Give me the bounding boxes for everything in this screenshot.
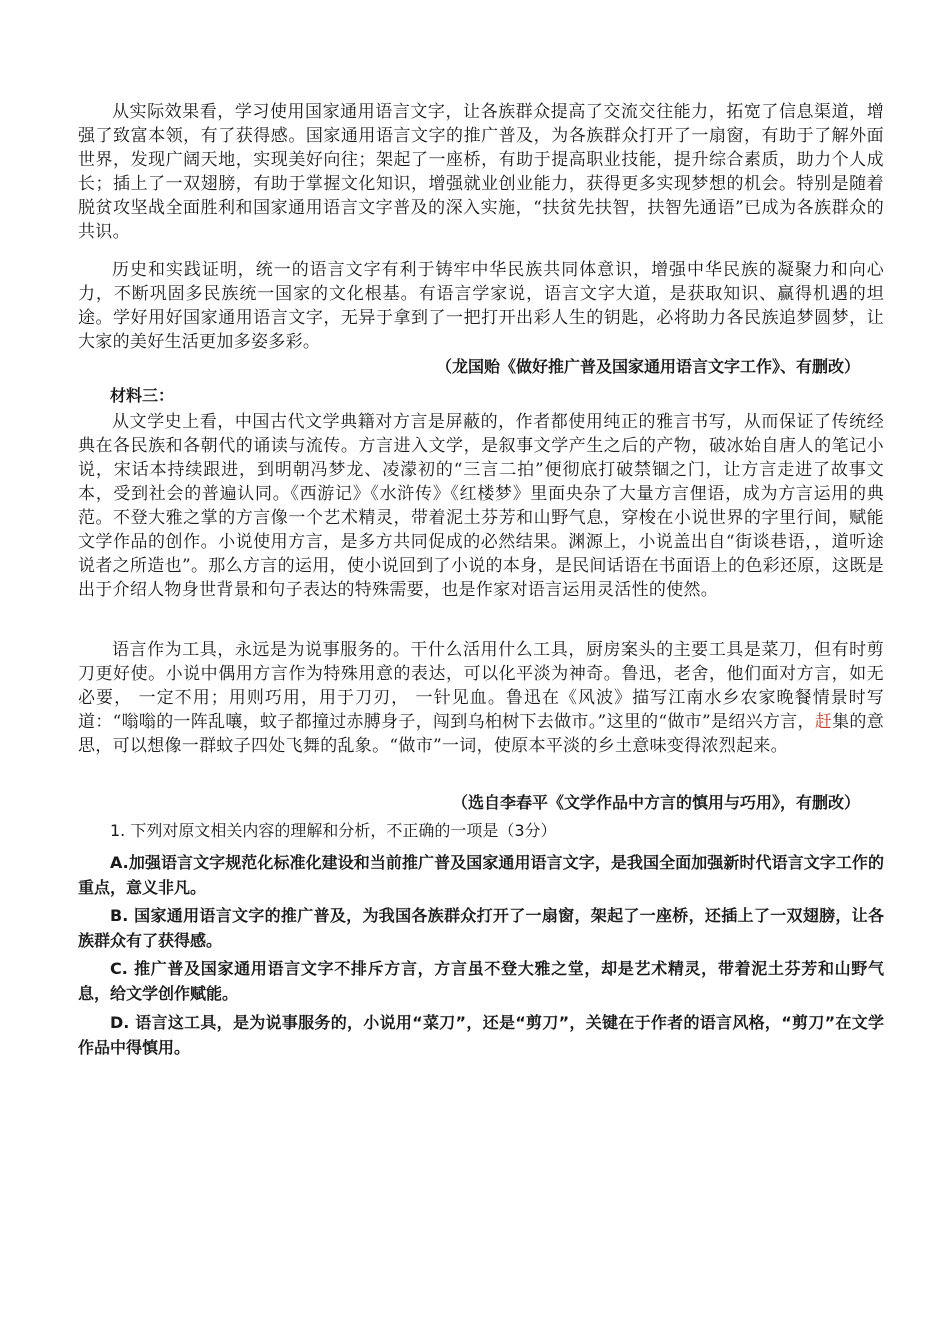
option-d: D. 语言这工具，是为说事服务的，小说用“菜刀”，还是“剪刀”，关键在于作者的语言风格，“剪刀”在文学作品中得慎用。: [78, 1013, 884, 1057]
material3-source: （选自李春平《文学作品中方言的慎用与巧用》，有删改）: [451, 793, 860, 812]
question-stem: 1. 下列对原文相关内容的理解和分析，不正确的一项是（3分）: [110, 821, 557, 840]
material3-highlight-char: 赶: [814, 712, 833, 732]
material3-paragraph-2-text-a: 语言作为工具，永远是为说事服务的。干什么活用什么工具，厨房案头的主要工具是菜刀，但有时剪刀更好使。小说中偶用方言作为特殊用意的表达，可以化平淡为神奇。鲁迅，老舍，他们面对方言，如无必要， 一定不用；用则巧用，用于刀刃， 一针见血。鲁迅在《风波》描写江南水乡农家晚餐情景时写道：“嗡嗡的一阵乱嚷，蚊子都撞过赤膊身子，闯到乌桕树下去做市。”这里的“做市”是绍兴方言，: [78, 640, 884, 732]
material3-paragraph-2-text-b: 集的意思，可以想像一群蚊子四处飞舞的乱象。“做市”一词，使原本平淡的乡土意味变得浓烈起来。: [78, 712, 884, 756]
material3-paragraph-2: [78, 638, 884, 758]
material2-paragraph-2: 历史和实践证明，统一的语言文字有利于铸牢中华民族共同体意识，增强中华民族的凝聚力和向心力，不断巩固多民族统一国家的文化根基。有语言学家说，语言文字大道，是获取知识、赢得机遇的坦途。学好用好国家通用语言文字，无异于拿到了一把打开出彩人生的钥匙，必将助力各民族追梦圆梦，让大家的美好生活更加多姿多彩。: [78, 260, 884, 352]
material3-label: 材料三：: [110, 386, 175, 405]
option-c: C. 推广普及国家通用语言文字不排斥方言，方言虽不登大雅之堂，却是艺术精灵，带着泥土芬芳和山野气息，给文学创作赋能。: [78, 959, 884, 1003]
option-a: A.加强语言文字规范化标准化建设和当前推广普及国家通用语言文字，是我国全面加强新时代语言文字工作的重点，意义非凡。: [78, 853, 884, 897]
material2-source: （龙国贻《做好推广普及国家通用语言文字工作》、有删改）: [435, 357, 860, 376]
material3-paragraph-1: 从文学史上看，中国古代文学典籍对方言是屏蔽的，作者都使用纯正的雅言书写，从而保证了传统经典在各民族和各朝代的诵读与流传。方言进入文学，是叙事文学产生之后的产物，破冰始自唐人的笔记小说，宋话本持续跟进，到明朝冯梦龙、凌濛初的“三言二拍”便彻底打破禁锢之门，让方言走进了故事文本，受到社会的普遍认同。《西游记》《水浒传》《红楼梦》里面央杂了大量方言俚语，成为方言运用的典范。不登大雅之掌的方言像一个艺术精灵，带着泥土芬芳和山野气息，穿梭在小说世界的字里行间，赋能文学作品的创作。小说使用方言，是多方共同促成的必然结果。渊源上，小说盖出自“街谈巷语，，道听途说者之所造也”。那么方言的运用，使小说回到了小说的本身，是民间话语在书面语上的色彩还原，这既是出于介绍人物身世背景和句子表达的特殊需要，也是作家对语言运用灵活性的使然。: [78, 412, 884, 600]
material2-paragraph-1: 从实际效果看，学习使用国家通用语言文字，让各族群众提高了交流交往能力，拓宽了信息渠道，增强了致富本领，有了获得感。国家通用语言文字的推广普及，为各族群众打开了一扇窗，有助于了解外面世界，发现广阔天地，实现美好向往；架起了一座桥，有助于提高职业技能，提升综合素质，助力个人成长；插上了一双翅膀，有助于掌握文化知识，增强就业创业能力，获得更多实现梦想的机会。特别是随着脱贫攻坚战全面胜利和国家通用语言文字普及的深入实施，“扶贫先扶智，扶智先通语”已成为各族群众的共识。: [78, 102, 884, 242]
option-b: B. 国家通用语言文字的推广普及，为我国各族群众打开了一扇窗，架起了一座桥，还插上了一双翅膀，让各族群众有了获得感。: [78, 906, 884, 950]
